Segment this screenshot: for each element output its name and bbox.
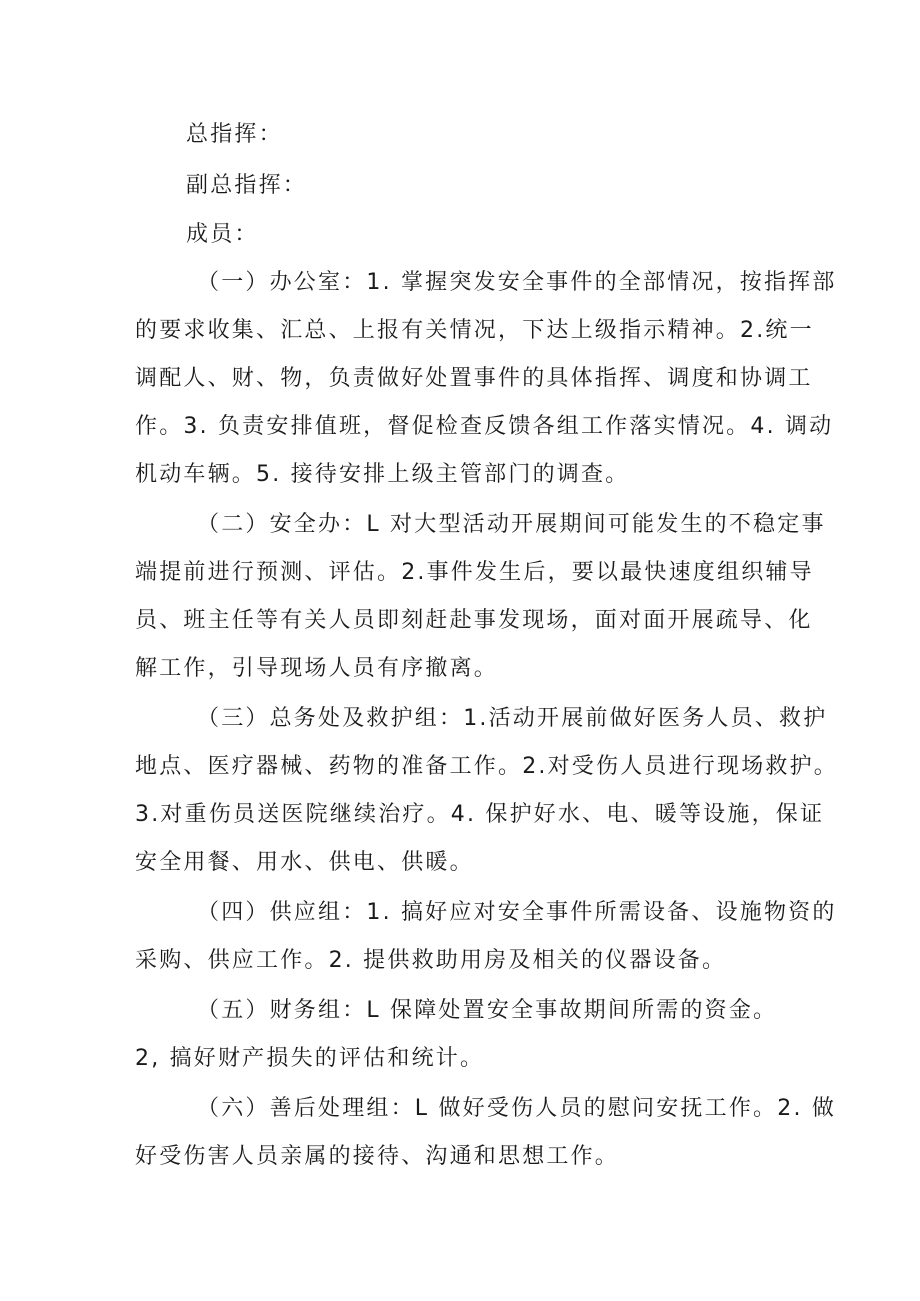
text-line: （六）善后处理组：L 做好受伤人员的慰问安抚工作。2. 做 [197, 1096, 837, 1121]
text-line: 副总指挥： [186, 173, 308, 198]
text-line: 调配人、财、物，负责做好处置事件的具体指挥、调度和协调工 [135, 366, 813, 391]
text-line: 解工作，引导现场人员有序撤离。 [135, 656, 499, 681]
text-line: 的要求收集、汇总、上报有关情况，下达上级指示精神。2.统一 [135, 318, 814, 343]
text-line: 安全用餐、用水、供电、供暖。 [135, 850, 474, 875]
text-line: （二）安全办：L 对大型活动开展期间可能发生的不稳定事 [197, 512, 826, 537]
text-line: 3.对重伤员送医院继续治疗。4. 保护好水、电、暖等设施，保证 [135, 802, 825, 827]
text-line: （四）供应组：1. 搞好应对安全事件所需设备、设施物资的 [197, 900, 837, 925]
text-line: 采购、供应工作。2. 提供救助用房及相关的仪器设备。 [135, 948, 727, 973]
text-line: （一）办公室：1. 掌握突发安全事件的全部情况，按指挥部 [197, 270, 837, 295]
text-line: 作。3. 负责安排值班，督促检查反馈各组工作落实情况。4. 调动 [135, 414, 834, 439]
text-line: 机动车辆。5. 接待安排上级主管部门的调查。 [135, 462, 630, 487]
text-line: 端提前进行预测、评估。2.事件发生后，要以最快速度组织辅导 [135, 560, 814, 585]
text-line: （五）财务组：L 保障处置安全事故期间所需的资金。 [197, 998, 778, 1023]
text-line: 成员： [186, 222, 259, 247]
text-line: 员、班主任等有关人员即刻赶赴事发现场，面对面开展疏导、化 [135, 608, 813, 633]
text-line: 好受伤害人员亲属的接待、沟通和思想工作。 [135, 1144, 620, 1169]
text-line: （三）总务处及救护组：1.活动开展前做好医务人员、救护 [197, 706, 828, 731]
text-line: 总指挥： [186, 122, 283, 147]
text-line: 地点、医疗器械、药物的准备工作。2.对受伤人员进行现场救护。 [135, 754, 838, 779]
text-line: 2, 搞好财产损失的评估和统计。 [135, 1046, 485, 1071]
